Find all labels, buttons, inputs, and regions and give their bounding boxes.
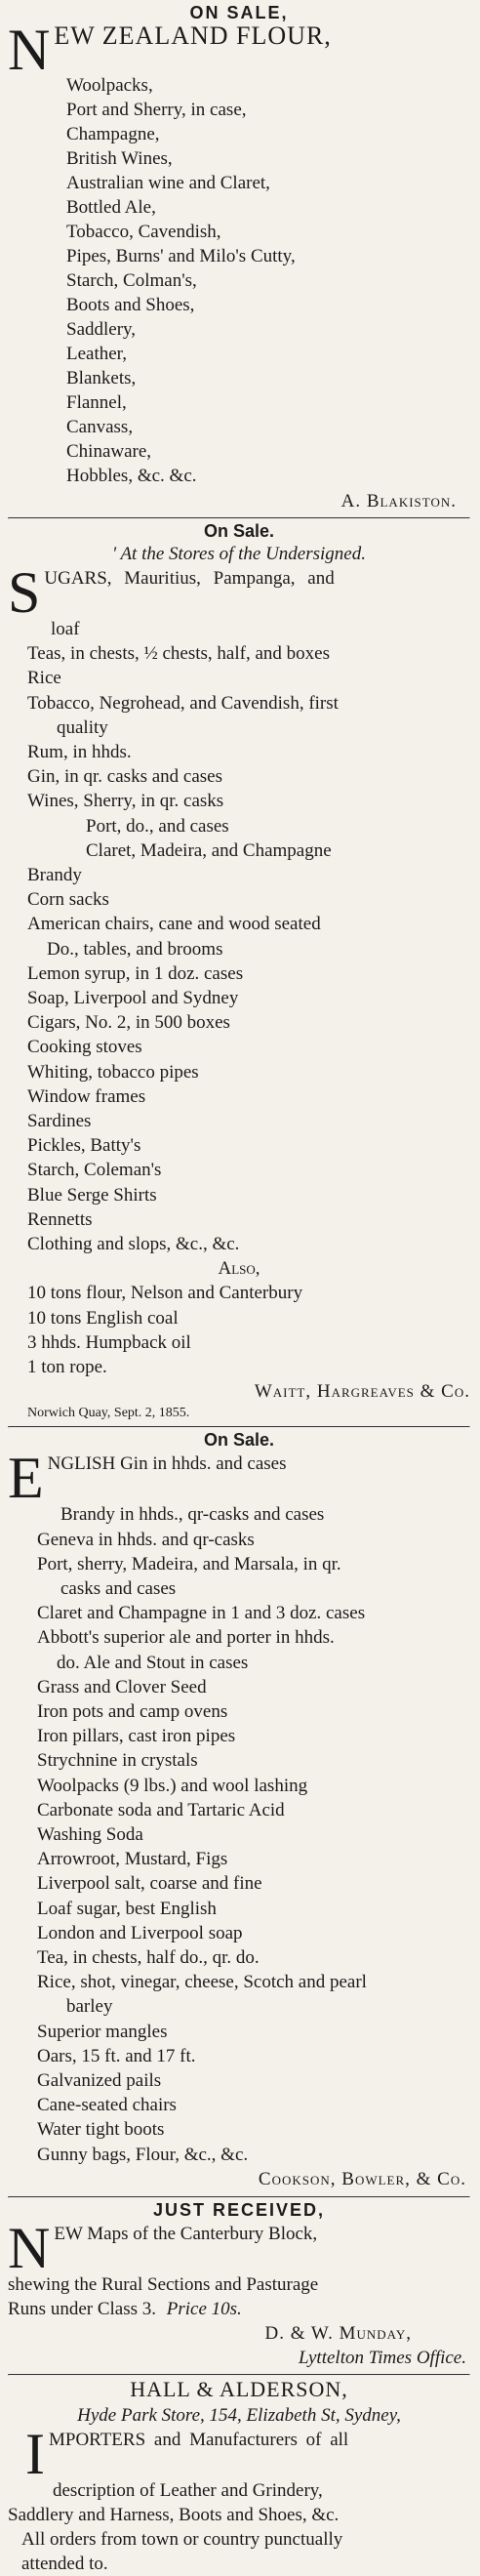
list-item: Rice <box>27 668 61 689</box>
list-item: Abbott's superior ale and porter in hhds. <box>37 1627 335 1649</box>
list-item: Australian wine and Claret, <box>66 173 270 193</box>
list-item: Carbonate soda and Tartaric Acid <box>37 1799 285 1820</box>
ad2-items-list <box>8 641 470 1256</box>
ad1-heading: ON SALE, <box>189 3 289 22</box>
list-item: Gin, in qr. casks and cases <box>27 766 222 788</box>
ad4-line3-text: Runs under Class 3. <box>8 2298 156 2319</box>
ad4-line1 <box>8 2222 470 2272</box>
ad2-signature: Waitt, Hargreaves & Co. <box>254 1381 470 1403</box>
list-item: Woolpacks (9 lbs.) and wool lashing <box>37 1775 308 1796</box>
ad-new-zealand-flour <box>8 0 470 513</box>
list-item: Arrowroot, Mustard, Figs <box>37 1849 228 1870</box>
list-item: Champagne, <box>66 124 160 144</box>
list-item: Oars, 15 ft. and 17 ft. <box>37 2045 196 2066</box>
list-item: Iron pots and camp ovens <box>37 1700 228 1722</box>
list-item: Liverpool salt, coarse and fine <box>37 1873 262 1895</box>
ad2-also: Also, <box>218 1258 260 1280</box>
ad4-heading: JUST RECEIVED, <box>152 2199 326 2220</box>
ad2-first-cont: loaf <box>51 619 80 639</box>
ad3-items-list <box>8 1502 470 2166</box>
ad4-price: Price 10s. <box>166 2298 242 2319</box>
ad1-dropcap: N <box>8 23 51 74</box>
list-item: Washing Soda <box>37 1823 143 1845</box>
ad4-dropcap: N <box>8 2221 51 2272</box>
ad2-dropcap: S <box>8 566 41 617</box>
ad1-title: EW ZEALAND FLOUR, <box>54 23 332 50</box>
list-item: Claret, Madeira, and Champagne <box>86 839 332 861</box>
list-item: Pipes, Burns' and Milo's Cutty, <box>66 246 296 266</box>
list-item: Leather, <box>66 344 128 364</box>
list-item: Teas, in chests, ½ chests, half, and boxes <box>27 643 330 665</box>
list-item: barley <box>66 1996 113 2018</box>
ad4-office: Lyttelton Times Office. <box>298 2347 466 2368</box>
list-item: Chinaware, <box>66 441 152 462</box>
list-item: 3 hhds. Humpback oil <box>27 1331 191 1353</box>
ad3-first-text: NGLISH Gin in hhds. and cases <box>47 1453 287 1475</box>
list-item: Starch, Coleman's <box>27 1160 162 1181</box>
list-item: quality <box>57 716 108 738</box>
ad5-subheading: Hyde Park Store, 154, Elizabeth St, Sydney, <box>77 2404 401 2426</box>
list-item: Whiting, tobacco pipes <box>27 1061 199 1083</box>
list-item: Starch, Colman's, <box>66 270 197 291</box>
list-item: Brandy in hhds., qr-casks and cases <box>60 1504 325 1526</box>
ad3-first-line <box>8 1452 470 1502</box>
list-item: Cigars, No. 2, in 500 boxes <box>27 1012 230 1034</box>
list-item: Cooking stoves <box>27 1037 142 1058</box>
ad1-signature: A. Blakiston. <box>340 491 457 511</box>
ad3-heading: On Sale. <box>203 1430 275 1451</box>
list-item: Port, do., and cases <box>86 815 229 837</box>
list-item: Gunny bags, Flour, &c., &c. <box>37 2144 249 2165</box>
list-item: Rum, in hhds. <box>27 742 132 763</box>
ad1-items-list <box>8 73 470 488</box>
list-item: Lemon syrup, in 1 doz. cases <box>27 962 244 984</box>
list-item: Port, sherry, Madeira, and Marsala, in qr. <box>37 1553 341 1574</box>
list-item: Geneva in hhds. and qr-casks <box>37 1529 255 1550</box>
list-item: Rennetts <box>27 1208 93 1230</box>
ad2-first-line <box>8 566 470 617</box>
list-item: Grass and Clover Seed <box>37 1676 207 1697</box>
list-item: do. Ale and Stout in cases <box>57 1652 249 1673</box>
list-item: casks and cases <box>60 1577 177 1599</box>
list-item: Do., tables, and brooms <box>47 938 223 960</box>
ad2-dateline: Norwich Quay, Sept. 2, 1855. <box>27 1406 190 1421</box>
list-item: Blankets, <box>66 368 137 388</box>
ad5-line5: attended to. <box>21 2553 108 2574</box>
list-item: Blue Serge Shirts <box>27 1184 157 1206</box>
ad5-line1-text: MPORTERS and Manufacturers of all <box>48 2429 349 2450</box>
list-item: Pickles, Batty's <box>27 1135 141 1157</box>
list-item: Iron pillars, cast iron pipes <box>37 1726 236 1747</box>
ad4-line1-text: EW Maps of the Canterbury Block, <box>54 2223 318 2244</box>
list-item: Rice, shot, vinegar, cheese, Scotch and pearl <box>37 1972 367 1993</box>
ad3-signature: Cookson, Bowler, & Co. <box>258 2168 466 2189</box>
list-item: Saddlery, <box>66 319 137 340</box>
ad-english-gin <box>8 1428 470 2191</box>
list-item: Boots and Shoes, <box>66 295 195 315</box>
list-item: Wines, Sherry, in qr. casks <box>27 791 224 812</box>
list-item: British Wines, <box>66 148 173 169</box>
ad-on-sale-stores <box>8 519 470 1422</box>
list-item: Strychnine in crystals <box>37 1750 198 1772</box>
ad5-dropcap: I <box>25 2427 45 2478</box>
ad5-line2: description of Leather and Grindery, <box>53 2479 323 2501</box>
ad2-also-list <box>8 1281 470 1379</box>
list-item: Clothing and slops, &c., &c. <box>27 1234 240 1255</box>
list-item: Bottled Ale, <box>66 197 156 218</box>
ad-hall-alderson <box>8 2376 470 2576</box>
ad5-line3: Saddlery and Harness, Boots and Shoes, &c. <box>8 2504 340 2525</box>
list-item: Corn sacks <box>27 889 109 911</box>
list-item: Port and Sherry, in case, <box>66 100 247 120</box>
list-item: Canvass, <box>66 417 134 437</box>
ad4-signature: D. & W. Munday, <box>264 2322 412 2344</box>
list-item: Claret and Champagne in 1 and 3 doz. cases <box>37 1603 366 1624</box>
list-item: Galvanized pails <box>37 2069 162 2091</box>
ad2-heading: On Sale. <box>203 521 275 541</box>
ad4-line2: shewing the Rural Sections and Pasturage <box>8 2273 319 2295</box>
list-item: Superior mangles <box>37 2021 168 2042</box>
list-item: Soap, Liverpool and Sydney <box>27 988 239 1009</box>
ad5-line4: All orders from town or country punctually <box>21 2528 343 2550</box>
list-item: American chairs, cane and wood seated <box>27 914 321 935</box>
ad2-subheading: ' At the Stores of the Undersigned. <box>111 544 366 564</box>
ad-just-received <box>8 2198 470 2370</box>
list-item: London and Liverpool soap <box>37 1922 243 1943</box>
list-item: Window frames <box>27 1085 146 1107</box>
ad1-title-line <box>8 23 470 74</box>
list-item: Sardines <box>27 1111 92 1132</box>
list-item: Woolpacks, <box>66 75 153 96</box>
ad3-dropcap: E <box>8 1452 44 1503</box>
list-item: Cane-seated chairs <box>37 2095 177 2116</box>
list-item: Tea, in chests, half do., qr. do. <box>37 1946 260 1968</box>
list-item: Loaf sugar, best English <box>37 1898 217 1919</box>
ad5-heading: HALL & ALDERSON, <box>130 2376 348 2401</box>
ad2-first-text: UGARS, Mauritius, Pampanga, and <box>44 568 335 589</box>
list-item: Brandy <box>27 865 82 886</box>
list-item: Tobacco, Negrohead, and Cavendish, first <box>27 692 339 714</box>
list-item: Water tight boots <box>37 2119 165 2141</box>
list-item: 10 tons flour, Nelson and Canterbury <box>27 1283 303 1304</box>
ad5-line1 <box>8 2428 470 2478</box>
list-item: Tobacco, Cavendish, <box>66 222 221 242</box>
list-item: Flannel, <box>66 392 127 413</box>
ad4-line3 <box>8 2297 470 2321</box>
list-item: 1 ton rope. <box>27 1357 107 1378</box>
list-item: Hobbles, &c. &c. <box>66 466 197 486</box>
list-item: 10 tons English coal <box>27 1307 179 1329</box>
